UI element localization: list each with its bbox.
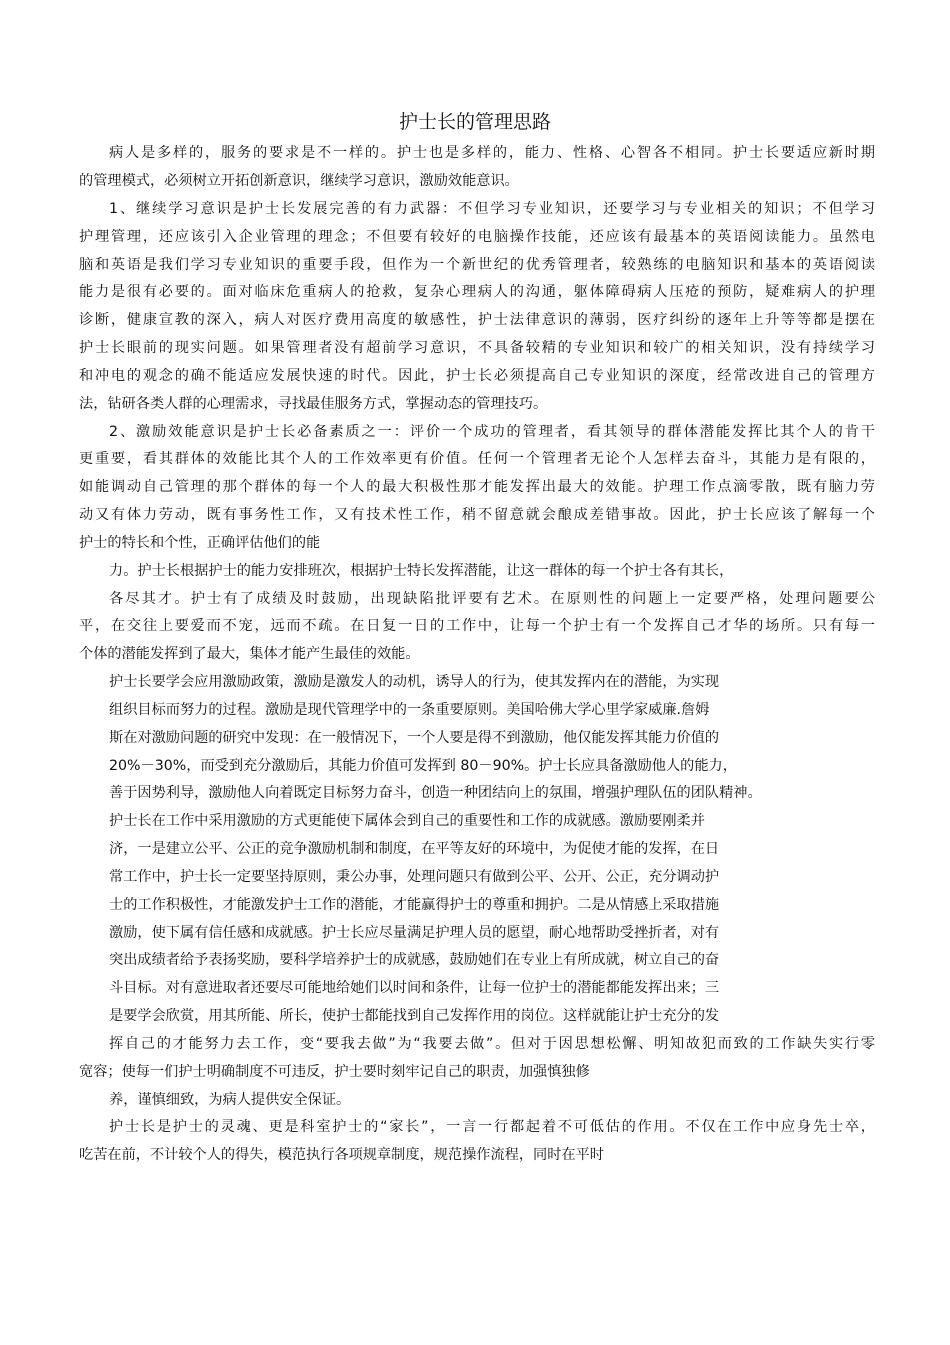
text-line: 养，谨慎细致，为病人提供安全保证。	[109, 1092, 351, 1108]
text-line: 济，一是建立公平、公正的竞争激励机制和制度，在平等友好的环境中，为促使才能的发挥，在日	[109, 841, 720, 857]
text-line: 各尽其才。护士有了成绩及时鼓励，出现缺陷批评要有艺术。在原则性的问题上一定要严格，处理问题要公	[109, 591, 875, 607]
text-line: 护士长眼前的现实问题。如果管理者没有超前学习意识，不具备较精的专业知识和较广的相关知识，没有持续学习	[79, 340, 875, 356]
text-line: 力。护士长根据护士的能力安排班次，根据护士特长发挥潜能，让这一群体的每一个护士各有其长，	[109, 563, 734, 579]
text-line: 动又有体力劳动，既有事务性工作，又有技术性工作，稍不留意就会酿成差错事故。因此，护士长应该了解每一个	[79, 507, 875, 523]
text-line: 1、继续学习意识是护士长发展完善的有力武器：不但学习专业知识，还要学习与专业相关的知识；不但学习	[109, 201, 875, 217]
text-line: 护士的特长和个性，正确评估他们的能	[79, 535, 321, 551]
text-line: 和冲电的观念的确不能适应发展快速的时代。因此，护士长必须提高自己专业知识的深度，经常改进自己的管理方	[79, 368, 875, 384]
text-line: 病人是多样的，服务的要求是不一样的。护士也是多样的，能力、性格、心智各不相同。护士长要适应新时期	[109, 145, 875, 161]
text-line: 突出成绩者给予表扬奖励，要科学培养护士的成就感，鼓励她们在专业上有所成就，树立自己的奋	[109, 952, 720, 968]
text-line: 组织目标而努力的过程。激励是现代管理学中的一条重要原则。美国哈佛大学心里学家威廉.詹姆	[109, 702, 710, 718]
text-line: 斗目标。对有意进取者还要尽可能地给她们以时间和条件，让每一位护士的潜能都能发挥出来；三	[109, 980, 720, 996]
text-line: 吃苦在前，不计较个人的得失，模范执行各项规章制度，规范操作流程，同时在平时	[79, 1147, 604, 1163]
text-line: 护士长在工作中采用激励的方式更能使下属体会到自己的重要性和工作的成就感。激励要刚柔并	[109, 813, 705, 829]
text-line: 的管理模式，必须树立开拓创新意识，继续学习意识，激励效能意识。	[79, 173, 519, 189]
text-line: 个体的潜能发挥到了最大，集体才能产生最佳的效能。	[79, 646, 420, 662]
text-line: 护理管理，还应该引入企业管理的理念；不但要有较好的电脑操作技能，还应该有最基本的英语阅读能力。虽然电	[79, 229, 875, 245]
text-line: 脑和英语是我们学习专业知识的重要手段，但作为一个新世纪的优秀管理者，较熟练的电脑知识和基本的英语阅读	[79, 257, 875, 273]
text-line: 善于因势利导，激励他人向着既定目标努力奋斗，创造一种团结向上的氛围，增强护理队伍的团队精神。	[109, 785, 762, 801]
document-title: 护士长的管理思路	[398, 111, 551, 133]
text-line: 护士长是护士的灵魂、更是科室护士的“家长”，一言一行都起着不可低估的作用。不仅在工作中应身先士卒，	[109, 1119, 875, 1135]
text-line: 宽容；使每一们护士明确制度不可违反，护士要时刻牢记自己的职责，加强慎独修	[79, 1064, 590, 1080]
text-line: 20%－30%，而受到充分激励后，其能力价值可发挥到 80－90%。护士长应具备激励他人的能力，	[109, 758, 737, 774]
text-line: 是要学会欣赏，用其所能、所长，使护士都能找到自己发挥作用的岗位。这样就能让护士充分的发	[109, 1008, 720, 1024]
text-line: 如能调动自己管理的那个群体的每一个人的最大积极性那才能发挥出最大的效能。护理工作点滴零散，既有脑力劳	[79, 479, 875, 495]
text-line: 斯在对激励问题的研究中发现：在一般情况下，一个人要是得不到激励，他仅能发挥其能力价值的	[109, 730, 720, 746]
text-line: 诊断，健康宣教的深入，病人对医疗费用高度的敏感性，护士法律意识的薄弱，医疗纠纷的逐年上升等等都是摆在	[79, 312, 875, 328]
text-line: 护士长要学会应用激励政策，激励是激发人的动机，诱导人的行为，使其发挥内在的潜能，为实现	[109, 674, 720, 690]
text-line: 激励，使下属有信任感和成就感。护士长应尽量满足护理人员的愿望，耐心地帮助受挫折者，对有	[109, 925, 720, 941]
text-line: 士的工作积极性，才能激发护士工作的潜能，才能赢得护士的尊重和拥护。二是从情感上采取措施	[109, 897, 720, 913]
text-line: 能力是很有必要的。面对临床危重病人的抢救，复杂心理病人的沟通，躯体障碍病人压疮的预防，疑难病人的护理	[79, 284, 875, 300]
text-line: 2、激励效能意识是护士长必备素质之一：评价一个成功的管理者，看其领导的群体潜能发挥比其个人的肯干	[109, 424, 875, 440]
text-line: 更重要，看其群体的效能比其个人的工作效率更有价值。任何一个管理者无论个人怎样去奋斗，其能力是有限的，	[79, 451, 875, 467]
text-line: 法，钻研各类人群的心理需求，寻找最佳服务方式，掌握动态的管理技巧。	[79, 396, 548, 412]
text-line: 常工作中，护士长一定要坚持原则，秉公办事，处理问题只有做到公平、公开、公正，充分调动护	[109, 869, 720, 885]
text-line: 平，在交往上要爱而不宠，远而不疏。在日复一日的工作中，让每一个护士有一个发挥自己才华的场所。只有每一	[79, 618, 875, 634]
text-line: 挥自己的才能努力去工作，变“要我去做”为“我要去做”。但对于因思想松懈、明知故犯而致的工作缺失实行零	[109, 1036, 875, 1052]
